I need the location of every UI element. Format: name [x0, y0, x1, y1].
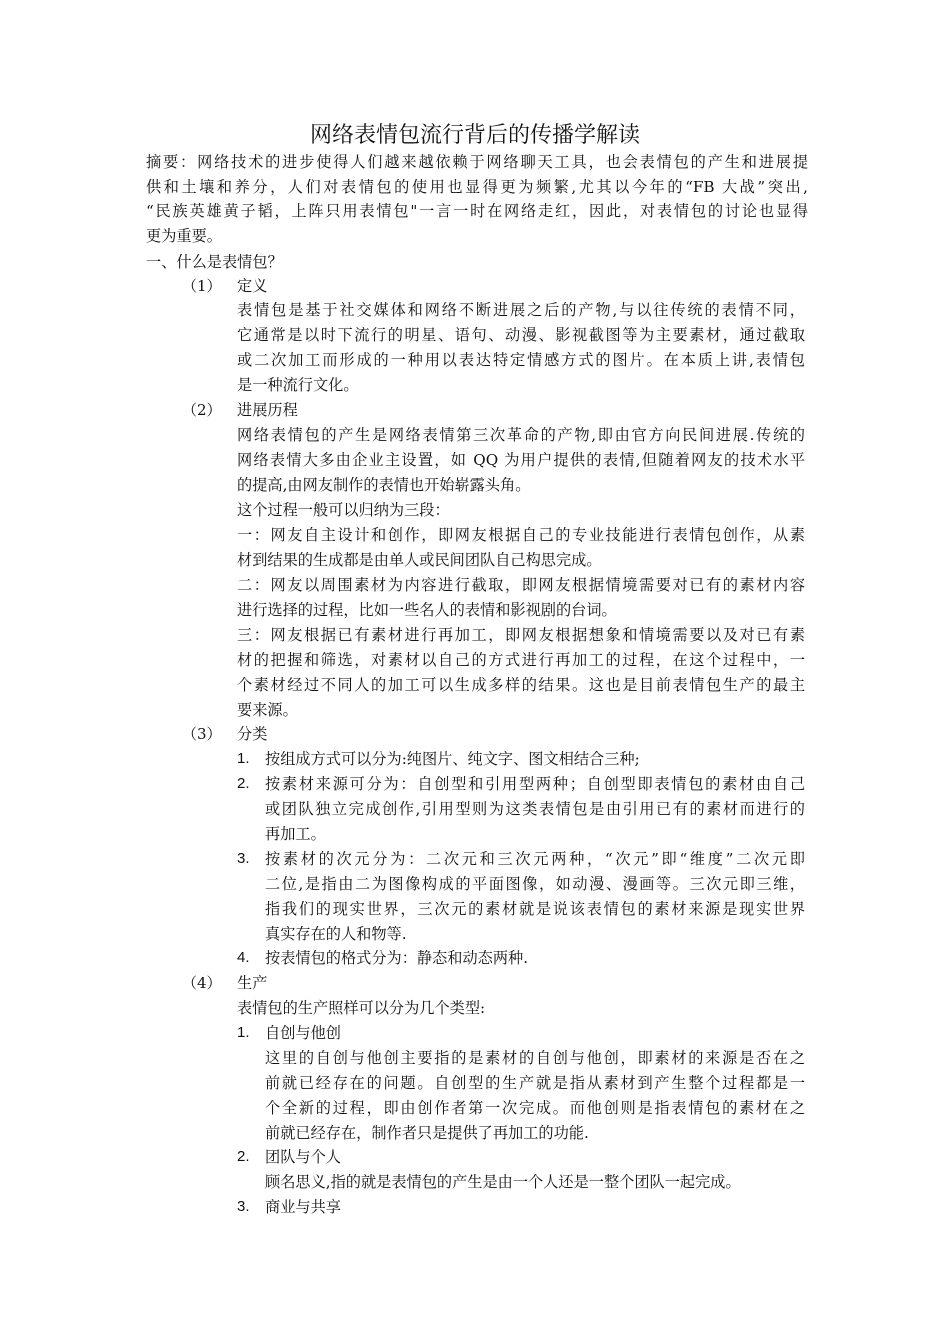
subsection-heading: 定义	[237, 277, 268, 295]
list-item-line: 按素材的次元分为：二次元和三次元两种，“次元”即“维度”二次元即	[265, 850, 805, 868]
list-number: 3.	[237, 850, 250, 867]
list-number: 2.	[237, 775, 250, 792]
paragraph-line: 网络表情大多由企业主设置，如 QQ 为用户提供的表情,但随着网友的技术水平	[237, 451, 805, 469]
paragraph-line: 是一种流行文化。	[237, 376, 359, 394]
list-item-line: 真实存在的人和物等.	[265, 925, 407, 943]
abstract-line: “民族英雄黄子韬，上阵只用表情包"一言一时在网络走红，因此，对表情包的讨论也显得	[146, 202, 808, 220]
paragraph-line: 它通常是以时下流行的明星、语句、动漫、影视截图等为主要素材，通过截取	[237, 326, 805, 344]
list-number: 1.	[237, 750, 250, 767]
list-item-line: 按组成方式可以分为:纯图片、纯文字、图文相结合三种;	[265, 750, 640, 768]
subsection-number: （3）	[182, 725, 222, 743]
abstract-line: 摘要：网络技术的进步使得人们越来越依赖于网络聊天工具，也会表情包的产生和进展提	[146, 153, 808, 171]
abstract-line: 供和土壤和养分，人们对表情包的使用也显得更为频繁,尤其以今年的“FB 大战”突出,	[146, 178, 808, 196]
stage-line: 三：网友根据已有素材进行再加工，即网友根据想象和情境需要以及对已有素	[237, 626, 805, 644]
section-heading: 一、什么是表情包？	[146, 253, 283, 271]
paragraph-line: 这个过程一般可以归纳为三段：	[237, 501, 450, 519]
list-item-line: 按表情包的格式分为：静态和动态两种.	[265, 949, 529, 967]
stage-line: 个素材经过不同人的加工可以生成多样的结果。这也是目前表情包生产的最主	[237, 676, 805, 694]
list-item-line: 前就已经存在的问题。自创型的生产就是指从素材到产生整个过程都是一	[265, 1074, 805, 1092]
list-item-line: 或团队独立完成创作,引用型则为这类表情包是由引用已有的素材而进行的	[265, 800, 805, 818]
abstract-line: 更为重要。	[146, 227, 222, 245]
list-item-line: 再加工。	[265, 825, 326, 843]
list-item-line: 二位,是指由二为图像构成的平面图像，如动漫、漫画等。三次元即三维，	[265, 875, 805, 893]
list-item-heading: 商业与共享	[265, 1198, 341, 1216]
list-number: 3.	[237, 1198, 250, 1215]
subsection-heading: 分类	[237, 725, 268, 743]
list-item-line: 按素材来源可分为：自创型和引用型两种；自创型即表情包的素材由自己	[265, 775, 805, 793]
list-number: 2.	[237, 1148, 250, 1165]
paragraph-line: 或二次加工而形成的一种用以表达特定情感方式的图片。在本质上讲,表情包	[237, 351, 805, 369]
list-item-line: 前就已经存在，制作者只是提供了再加工的功能.	[265, 1124, 589, 1142]
paragraph-line: 网络表情包的产生是网络表情第三次革命的产物,即由官方向民间进展.传统的	[237, 426, 805, 444]
list-item-heading: 自创与他创	[265, 1024, 341, 1042]
list-item-heading: 团队与个人	[265, 1148, 341, 1166]
list-item-line: 指我们的现实世界，三次元的素材就是说该表情包的素材来源是现实世界	[265, 900, 805, 918]
subsection-number: （4）	[182, 974, 222, 992]
list-item-line: 这里的自创与他创主要指的是素材的自创与他创，即素材的来源是否在之	[265, 1049, 805, 1067]
subsection-heading: 进展历程	[237, 401, 298, 419]
subsection-number: （1）	[182, 277, 222, 295]
list-item-line: 顾名思义,指的就是表情包的产生是由一个人还是一整个团队一起完成。	[265, 1173, 741, 1191]
list-item-line: 个全新的过程，即由创作者第一次完成。而他创则是指表情包的素材在之	[265, 1099, 805, 1117]
stage-line: 二：网友以周围素材为内容进行截取，即网友根据情境需要对已有的素材内容	[237, 576, 805, 594]
subsection-heading: 生产	[237, 974, 268, 992]
list-number: 4.	[237, 949, 250, 966]
paragraph-line: 表情包的生产照样可以分为几个类型:	[237, 999, 486, 1017]
document-title: 网络表情包流行背后的传播学解读	[309, 123, 640, 148]
stage-line: 材到结果的生成都是由单人或民间团队自己构思完成。	[237, 551, 602, 569]
stage-line: 一：网友自主设计和创作，即网友根据自己的专业技能进行表情包创作，从素	[237, 526, 805, 544]
stage-line: 要来源。	[237, 701, 298, 719]
stage-line: 进行选择的过程，比如一些名人的表情和影视剧的台词。	[237, 601, 617, 619]
stage-line: 材的把握和筛选，对素材以自己的方式进行再加工的过程，在这个过程中，一	[237, 651, 805, 669]
paragraph-line: 表情包是基于社交媒体和网络不断进展之后的产物,与以往传统的表情不同，	[237, 301, 805, 319]
list-number: 1.	[237, 1024, 250, 1041]
subsection-number: （2）	[182, 401, 222, 419]
paragraph-line: 的提高,由网友制作的表情也开始崭露头角。	[237, 476, 531, 494]
